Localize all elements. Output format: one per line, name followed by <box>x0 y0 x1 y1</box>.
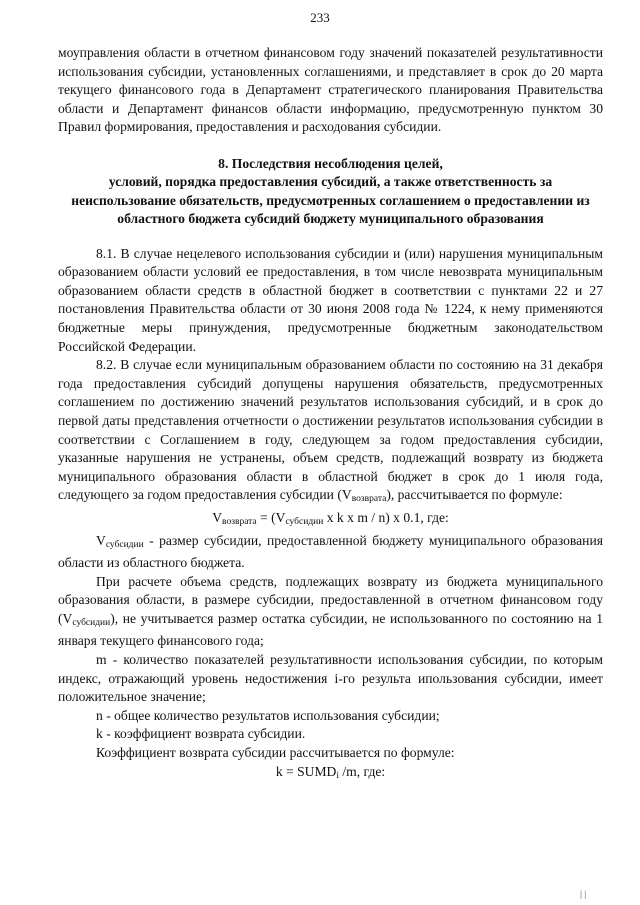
formula-v-rhs: x k x m / n) x 0.1, где: <box>323 509 449 525</box>
section-heading-line1: 8. Последствия несоблюдения целей, <box>218 155 443 171</box>
page-number: 233 <box>310 10 330 25</box>
formula-v-lhs-subscript: возврата <box>222 516 257 527</box>
calculation-note-end: ), не учитывается размер остатка субсидии, не использованного по состоянию на 1 января текущего финансового года; <box>58 610 603 649</box>
paragraph-8-2-text: 8.2. В случае если муниципальным образованием области по состоянию на 31 декабря года предоставления субсидий допущены нарушения обязательств, предусмотренных соглашением по достижению значений результатов использования субсидий, и в срок до первой даты представления отчетности о достижении результатов использования субсидии в соответствии с Соглашением в году, следующем за годом предоставления субсидии, указанные нарушения не устранены, объем средств, подлежащий возврату из бюджета муниципального образования области в областной бюджет в срок до 1 июля года, следующего за годом предоставления субсидии (V <box>58 357 603 503</box>
paragraph-8-2-end: ), рассчитывается по формуле: <box>386 487 563 503</box>
formula-v-lhs: V <box>212 509 223 525</box>
definition-v-symbol: V <box>96 532 106 548</box>
definition-v-subscript: субсидии <box>105 539 144 550</box>
definition-k: k - коэффициент возврата субсидии. <box>96 726 306 742</box>
section-heading <box>58 155 603 229</box>
formula-k-end: /m, где: <box>339 763 386 779</box>
formula-k-subscript: i <box>336 770 339 781</box>
section-heading-line2: условий, порядка предоставления субсидий, а также ответственность за неиспользование обязательств, предусмотренных соглашением о предоставлении из областного бюджета субсидий бюджету муниципального образования <box>71 174 590 227</box>
formula-v-mid: = (V <box>256 509 286 525</box>
paragraph-8-2-subscript: возврата <box>351 494 387 505</box>
intro-paragraph: моуправления области в отчетном финансовом году значений показателей результативности использования субсидии, установленных соглашениями, и представляет в срок до 20 марта текущего финансового года в Департамент стратегического планирования Правительства области и Департамент финансов области информацию, предусмотренную пунктом 30 Правил формирования, предоставления и расходования субсидии. <box>58 45 603 135</box>
definition-v-subsidy <box>58 532 603 573</box>
formula-k <box>58 763 603 786</box>
document-body <box>58 44 603 785</box>
definition-m: m - количество показателей результативности использования субсидии, по которым индекс, отражающий уровень недостижения i-го результа ипользования субсидии, имеет положительное значение; <box>58 652 603 705</box>
definition-n: n - общее количество результатов использования субсидии; <box>96 707 440 723</box>
formula-v-return <box>58 509 603 532</box>
coefficient-intro: Коэффициент возврата субсидии рассчитывается по формуле: <box>96 745 455 761</box>
formula-v-mid-subscript: субсидии <box>285 516 324 527</box>
calculation-note-start: При расчете объема средств, подлежащих возврату из бюджета муниципального образования области, в размере субсидии, предоставленной в отчетном финансовом году (V <box>58 573 603 626</box>
formula-k-start: k = SUMD <box>275 763 337 779</box>
paragraph-8-1: 8.1. В случае нецелевого использования субсидии и (или) нарушения муниципальным образованием области условий ее предоставления, в том числе невозврата муниципальным образованием области средств в областной бюджет в соответствии с пунктами 22 и 27 постановления Правительства области от 30 июня 2008 года № 1224, к нему применяются бюджетные меры принуждения, предусмотренные бюджетным законодательством Российской Федерации. <box>58 245 603 354</box>
calculation-note-subscript: субсидии <box>72 617 111 628</box>
calculation-note <box>58 573 603 651</box>
corner-mark: | | <box>580 889 586 899</box>
definition-v-text: - размер субсидии, предоставленной бюджету муниципального образования области из областного бюджета. <box>58 532 603 571</box>
paragraph-8-2 <box>58 356 603 509</box>
